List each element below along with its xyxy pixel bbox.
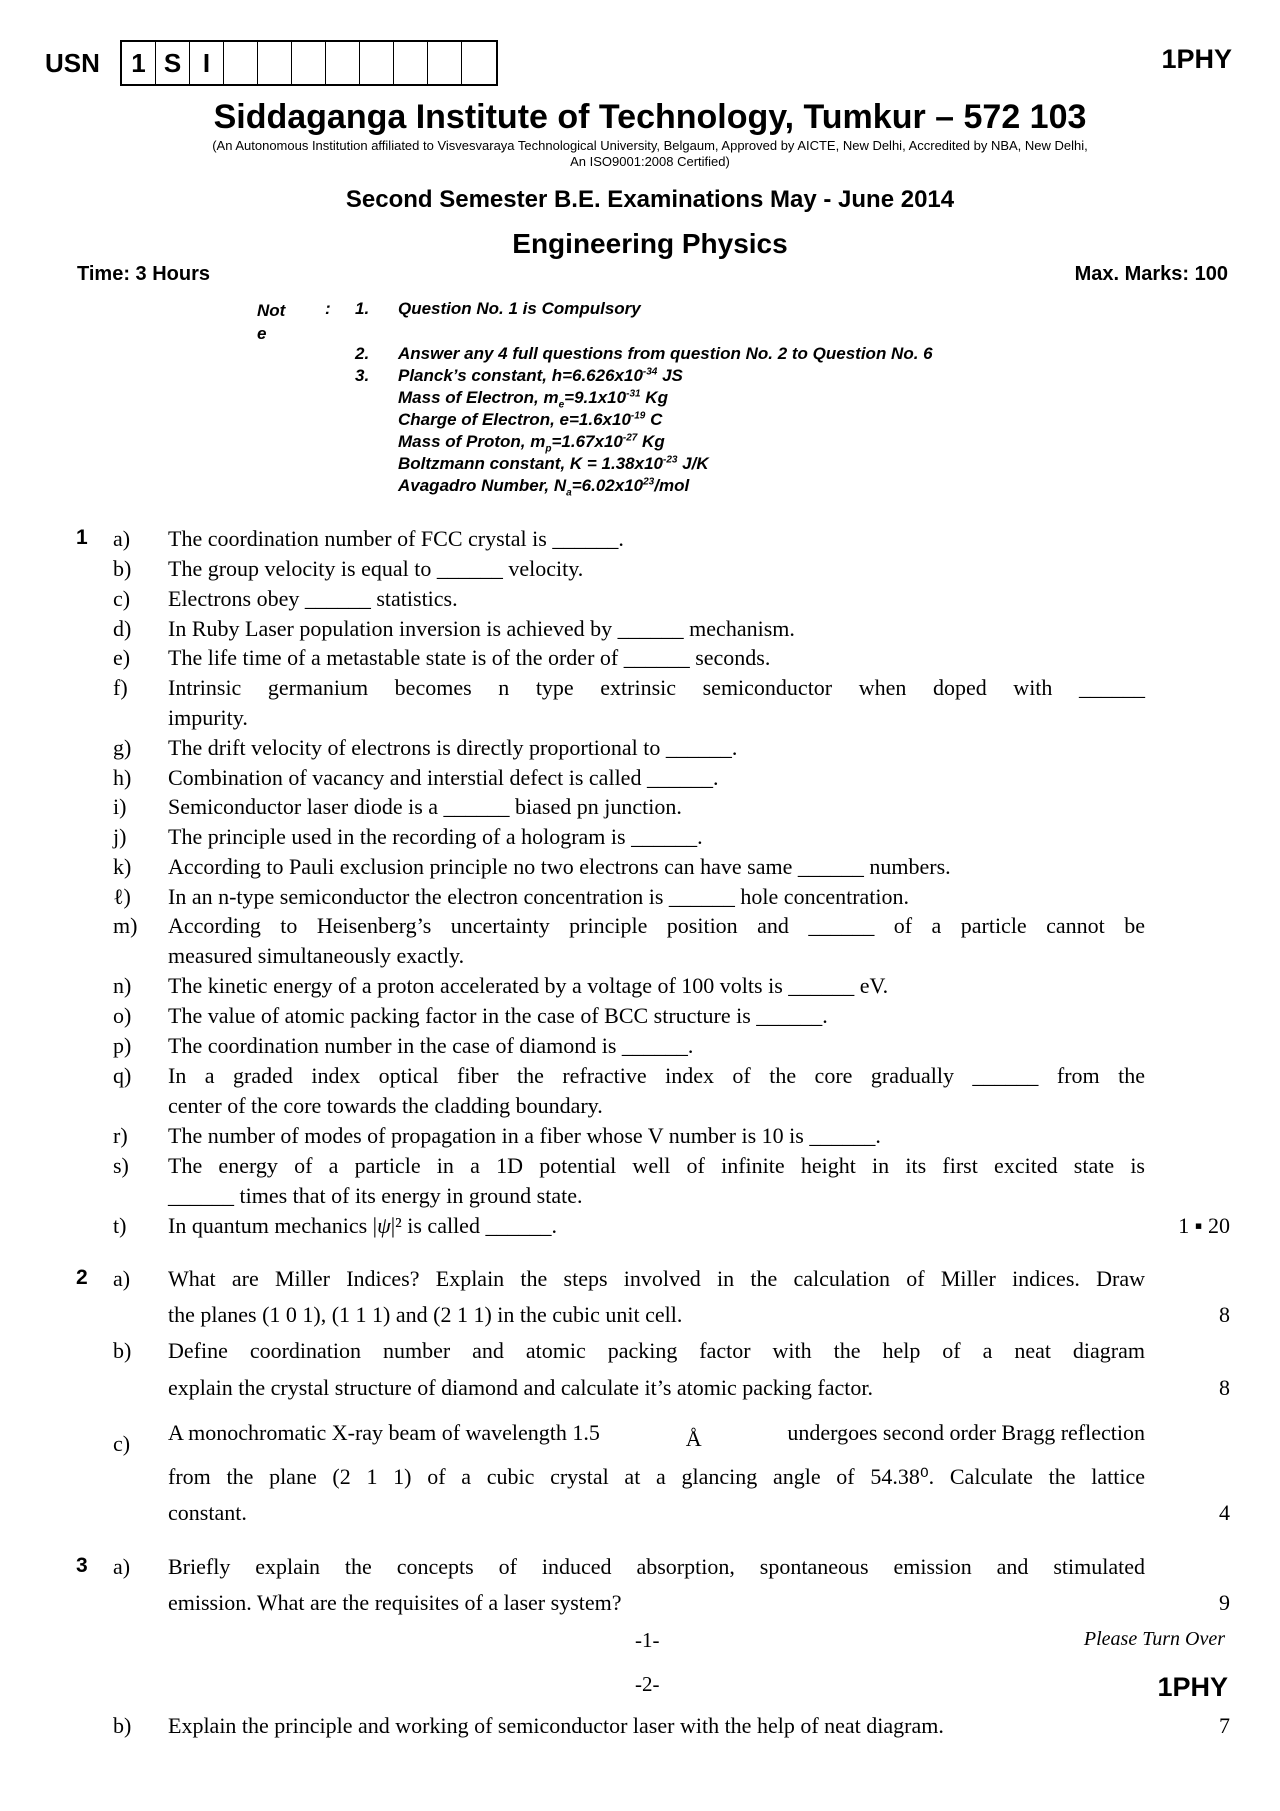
item-letter: t) — [113, 1213, 127, 1238]
usn-cell — [258, 42, 292, 84]
question-text: The number of modes of propagation in a fiber whose V number is 10 is ______. — [168, 1123, 881, 1148]
question-text: Intrinsic germanium becomes n type extrinsic semiconductor when doped with ______ — [168, 675, 1145, 700]
item-letter: q) — [113, 1063, 132, 1088]
usn-cell — [224, 42, 258, 84]
question-text: from the plane (2 1 1) of a cubic crystal at a glancing angle of 54.38⁰. Calculate the lattice — [168, 1464, 1145, 1489]
turn-over-note: Please Turn Over — [1083, 1628, 1225, 1650]
item-letter: g) — [113, 735, 132, 760]
marks: 7 — [1219, 1713, 1230, 1738]
item-letter: b) — [113, 1713, 132, 1738]
usn-cell — [394, 42, 428, 84]
marks: 8 — [1219, 1302, 1230, 1327]
institute-subtitle-line: An ISO9001:2008 Certified) — [570, 154, 730, 169]
angstrom-unit: Å — [685, 1426, 702, 1451]
question-text: In quantum mechanics |ψ|² is called ______. — [168, 1213, 557, 1238]
institute-title: Siddaganga Institute of Technology, Tumkur – 572 103 — [213, 98, 1087, 136]
item-letter: e) — [113, 645, 131, 670]
time-allowed: Time: 3 Hours — [77, 263, 210, 285]
subject-title: Engineering Physics — [512, 228, 788, 259]
usn-cell: S — [156, 42, 190, 84]
question-number: 2 — [76, 1266, 88, 1289]
question-text: The coordination number of FCC crystal is ______. — [168, 526, 624, 551]
question-text: emission. What are the requisites of a laser system? — [168, 1590, 622, 1615]
question-text: Explain the principle and working of semiconductor laser with the help of neat diagram. — [168, 1713, 944, 1738]
usn-cell: 1 — [122, 42, 156, 84]
item-letter: a) — [113, 1554, 131, 1579]
question-text: The principle used in the recording of a hologram is ______. — [168, 824, 703, 849]
question-text: Combination of vacancy and interstial defect is called ______. — [168, 765, 719, 790]
marks: 4 — [1219, 1500, 1230, 1525]
page-number: -1- — [635, 1628, 660, 1652]
item-letter: c) — [113, 586, 131, 611]
question-text: The coordination number in the case of diamond is ______. — [168, 1033, 694, 1058]
note-number: 1. — [355, 299, 370, 318]
question-text: In an n-type semiconductor the electron concentration is ______ hole concentration. — [168, 884, 910, 909]
usn-cell: I — [190, 42, 224, 84]
max-marks: Max. Marks: 100 — [1074, 263, 1228, 285]
item-letter: ℓ) — [113, 884, 131, 909]
constant-line: Boltzmann constant, $K = 1.38x10^{-23}$ J/K — [398, 454, 709, 473]
question-text: The drift velocity of electrons is directly proportional to ______. — [168, 735, 738, 760]
item-letter: a) — [113, 526, 131, 551]
item-letter: o) — [113, 1003, 132, 1028]
constant-line: Planck’s constant, $h=6.626x10^{-34}$ JS — [398, 366, 683, 385]
item-letter: j) — [113, 824, 127, 849]
question-text: constant. — [168, 1500, 247, 1525]
usn-cell — [428, 42, 462, 84]
question-text: According to Pauli exclusion principle no two electrons can have same ______ numbers. — [168, 854, 951, 879]
question-text: explain the crystal structure of diamond and calculate it’s atomic packing factor. — [168, 1375, 873, 1400]
marks: 8 — [1219, 1375, 1230, 1400]
item-letter: h) — [113, 765, 132, 790]
item-letter: c) — [113, 1431, 131, 1456]
constant-line: Charge of Electron, $e=1.6x10^{-19}$ C — [398, 410, 663, 429]
question-text: impurity. — [168, 705, 248, 730]
constant-line: Avagadro Number, $N_a=6.02x10^{23}$/mol — [398, 476, 690, 499]
item-letter: r) — [113, 1123, 128, 1148]
subject-code: 1PHY — [1157, 1672, 1228, 1702]
usn-boxes — [120, 40, 498, 86]
question-text: Define coordination number and atomic packing factor with the help of a neat diagram — [168, 1338, 1145, 1363]
item-letter: n) — [113, 973, 132, 998]
question-text: The energy of a particle in a 1D potential well of infinite height in its first excited state is — [168, 1153, 1145, 1178]
question-text: According to Heisenberg’s uncertainty principle position and ______ of a particle cannot be — [168, 913, 1145, 938]
note-text: Answer any 4 full questions from question No. 2 to Question No. 6 — [398, 344, 933, 363]
question-text: The kinetic energy of a proton accelerated by a voltage of 100 volts is ______ eV. — [168, 973, 889, 998]
usn-label: USN — [45, 48, 100, 78]
usn-cell — [292, 42, 326, 84]
question-text: The life time of a metastable state is of the order of ______ seconds. — [168, 645, 771, 670]
note-colon: : — [325, 299, 331, 318]
page-number: -2- — [635, 1672, 660, 1696]
psi-symbol: ψ — [377, 1213, 391, 1238]
item-letter: a) — [113, 1266, 131, 1291]
question-text: The group velocity is equal to ______ velocity. — [168, 556, 584, 581]
question-text: ______ times that of its energy in ground state. — [168, 1183, 583, 1208]
note-text: Question No. 1 is Compulsory — [398, 299, 641, 318]
institute-subtitle-line: (An Autonomous Institution affiliated to Visvesvaraya Technological University, Belgaum, Approved by AICTE, New Delhi, Accredited by NBA, New Delhi, — [212, 138, 1088, 153]
question-text: In a graded index optical fiber the refractive index of the core gradually ______ from the — [168, 1063, 1145, 1088]
item-letter: b) — [113, 556, 132, 581]
institute-subtitle — [130, 138, 1170, 170]
marks: 1 ▪ 20 — [1178, 1213, 1230, 1238]
constant-line: Mass of Proton, $m_p=1.67x10^{-27}$ Kg — [398, 432, 665, 455]
usn-cell — [360, 42, 394, 84]
item-letter: m) — [113, 913, 138, 938]
note-label: Note — [257, 301, 286, 343]
question-text: In Ruby Laser population inversion is achieved by ______ mechanism. — [168, 616, 795, 641]
question-text: the planes (1 0 1), (1 1 1) and (2 1 1) in the cubic unit cell. — [168, 1302, 683, 1327]
item-letter: p) — [113, 1033, 132, 1058]
item-letter: k) — [113, 854, 132, 879]
item-letter: d) — [113, 616, 132, 641]
constant-line: Mass of Electron, $m_e=9.1x10^{-31}$ Kg — [398, 388, 668, 411]
question-number: 3 — [76, 1554, 88, 1577]
marks: 9 — [1219, 1590, 1230, 1615]
question-text: Semiconductor laser diode is a ______ biased pn junction. — [168, 794, 682, 819]
question-text: Electrons obey ______ statistics. — [168, 586, 458, 611]
usn-cell — [462, 42, 496, 84]
question-text: measured simultaneously exactly. — [168, 943, 465, 968]
item-letter: b) — [113, 1338, 132, 1363]
item-letter: i) — [113, 794, 127, 819]
question-text: What are Miller Indices? Explain the steps involved in the calculation of Miller indices. Draw — [168, 1266, 1145, 1291]
usn-cell — [326, 42, 360, 84]
question-text: The value of atomic packing factor in the case of BCC structure is ______. — [168, 1003, 828, 1028]
question-text: A monochromatic X-ray beam of wavelength 1.5 Å undergoes second order Bragg reflection — [168, 1418, 1145, 1454]
item-letter: f) — [113, 675, 128, 700]
question-text: center of the core towards the cladding boundary. — [168, 1093, 603, 1118]
item-letter: s) — [113, 1153, 129, 1178]
subject-code: 1PHY — [1161, 44, 1232, 74]
exam-title: Second Semester B.E. Examinations May - June 2014 — [345, 186, 955, 213]
question-text: Briefly explain the concepts of induced absorption, spontaneous emission and stimulated — [168, 1554, 1145, 1579]
question-number: 1 — [76, 526, 88, 549]
note-number: 2. — [355, 344, 370, 363]
note-number: 3. — [355, 366, 370, 385]
